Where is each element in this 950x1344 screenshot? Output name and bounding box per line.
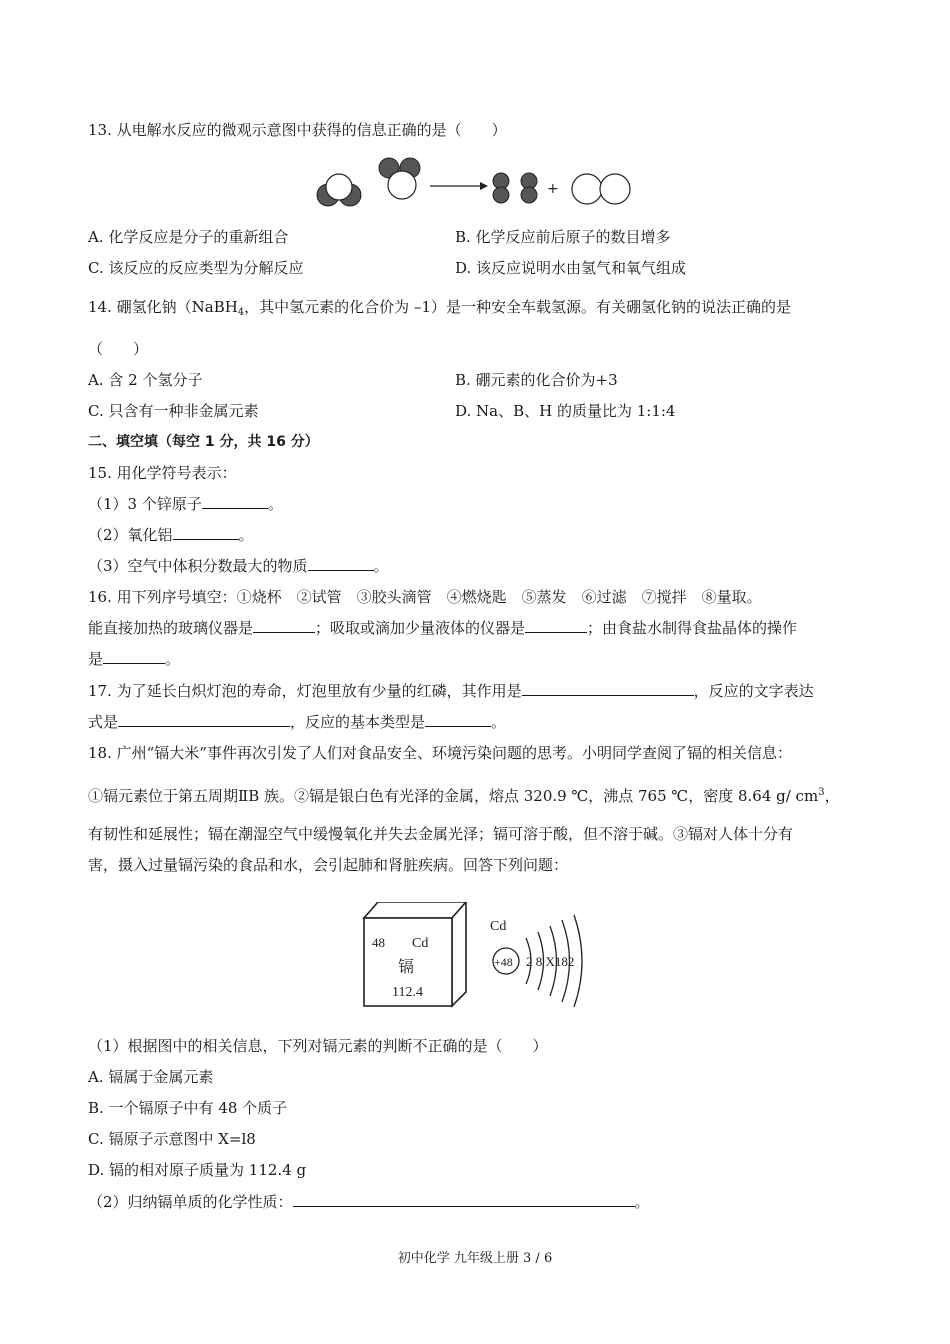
q18-sub-2-label: （2）归纳镉单质的化学性质： bbox=[88, 1193, 293, 1211]
element-card bbox=[360, 902, 470, 1010]
q14-stem bbox=[88, 297, 791, 323]
q16-text-a: 能直接加热的玻璃仪器是 bbox=[88, 619, 254, 637]
oxygen-molecule bbox=[572, 174, 630, 204]
q13-option-a[interactable]: A. 化学反应是分子的重新组合 bbox=[88, 228, 289, 246]
q17-line-1 bbox=[88, 681, 814, 701]
q18-option-a[interactable]: A. 镉属于金属元素 bbox=[88, 1068, 214, 1086]
electrolysis-diagram bbox=[310, 155, 640, 210]
q16-text-c: ；由食盐水制得食盐晶体的操作 bbox=[587, 619, 798, 637]
q13-option-d[interactable]: D. 该反应说明水由氢气和氧气组成 bbox=[455, 259, 687, 277]
q18-sub-1: （1）根据图中的相关信息，下列对镉元素的判断不正确的是（ ） bbox=[88, 1037, 548, 1055]
q18-option-b[interactable]: B. 一个镉原子中有 48 个质子 bbox=[88, 1099, 288, 1117]
q14-paren: （ ） bbox=[88, 340, 149, 358]
q14-stem-sub: 4 bbox=[237, 307, 245, 318]
page-footer: 初中化学 九年级上册 3 / 6 bbox=[397, 1251, 553, 1266]
q18-info-2: 有韧性和延展性；镉在潮湿空气中缓慢氧化并失去金属光泽；镉可溶于酸，但不溶于碱。③镉对人体十分有 bbox=[88, 825, 794, 843]
q18-stem: 18. 广州“镉大米”事件再次引发了人们对食品安全、环境污染问题的思考。小明同学查阅了镉的相关信息： bbox=[88, 744, 792, 762]
section-2-heading: 二、填空填（每空 1 分，共 16 分） bbox=[88, 434, 319, 450]
q18-option-c[interactable]: C. 镉原子示意图中 X=l8 bbox=[88, 1130, 256, 1148]
plus-sign: + bbox=[547, 181, 559, 197]
q15-stem: 15. 用化学符号表示： bbox=[88, 464, 237, 482]
water-molecule-2 bbox=[379, 158, 420, 199]
q15-item-2-end: 。 bbox=[238, 526, 254, 544]
q14-option-b[interactable]: B. 硼元素的化合价为+3 bbox=[455, 371, 618, 389]
q17-end: 。 bbox=[491, 713, 507, 731]
nucleus-charge: +48 bbox=[494, 955, 513, 969]
q14-stem-post: ，其中氢元素的化合价为 –1）是一种安全车载氢源。有关硼氢化钠的说法正确的是 bbox=[244, 298, 791, 316]
q15-item-3 bbox=[88, 556, 389, 576]
q17-text-d: ，反应的基本类型是 bbox=[290, 713, 426, 731]
q16-stem: 16. 用下列序号填空：①烧杯 ②试管 ③胶头滴管 ④燃烧匙 ⑤蒸发 ⑥过滤 ⑦搅拌 ⑧量取。 bbox=[88, 588, 762, 606]
q16-end: 。 bbox=[165, 650, 181, 668]
q16-text-b: ；吸取或滴加少量液体的仪器是 bbox=[315, 619, 526, 637]
q18-info-1-end: ， bbox=[824, 787, 840, 805]
q18-sub-2-end: 。 bbox=[634, 1193, 650, 1211]
q13-option-c[interactable]: C. 该反应的反应类型为分解反应 bbox=[88, 259, 304, 277]
water-molecule-1 bbox=[317, 174, 361, 206]
q18-sub-2 bbox=[88, 1192, 650, 1212]
q18-option-d[interactable]: D. 镉的相对原子质量为 112.4 g bbox=[88, 1161, 307, 1179]
q17-text-c: 式是 bbox=[88, 713, 119, 731]
q16-text-d: 是 bbox=[88, 650, 104, 668]
q16-blank-3[interactable] bbox=[103, 649, 165, 664]
q15-item-3-label: （3）空气中体积分数最大的物质 bbox=[88, 557, 308, 575]
q14-option-a[interactable]: A. 含 2 个氢分子 bbox=[88, 371, 203, 389]
q17-blank-1[interactable] bbox=[522, 681, 694, 696]
q14-option-c[interactable]: C. 只含有一种非金属元素 bbox=[88, 402, 259, 420]
q17-line-2 bbox=[88, 712, 506, 732]
q17-text-b: ，反应的文字表达 bbox=[693, 682, 814, 700]
q13-option-b[interactable]: B. 化学反应前后原子的数目增多 bbox=[455, 228, 671, 246]
hydrogen-molecules bbox=[493, 173, 537, 203]
q15-blank-1[interactable] bbox=[202, 494, 268, 509]
card-element-name: 镉 bbox=[398, 957, 415, 976]
q18-blank-1[interactable] bbox=[293, 1192, 635, 1207]
q16-line-3 bbox=[88, 649, 180, 669]
reaction-arrow bbox=[430, 182, 488, 190]
atom-structure-diagram bbox=[486, 910, 596, 1010]
q17-blank-3[interactable] bbox=[425, 712, 491, 727]
card-atomic-number: 48 bbox=[372, 935, 385, 950]
q15-item-1-end: 。 bbox=[267, 495, 283, 513]
q15-blank-2[interactable] bbox=[173, 525, 239, 540]
card-symbol: Cd bbox=[412, 936, 429, 951]
q13-stem: 13. 从电解水反应的微观示意图中获得的信息正确的是（ ） bbox=[88, 121, 507, 139]
q15-item-1-label: （1）3 个锌原子 bbox=[88, 495, 202, 513]
atom-label: Cd bbox=[490, 919, 507, 934]
q18-info-3: 害，摄入过量镉污染的食品和水，会引起肺和肾脏疾病。回答下列问题： bbox=[88, 856, 569, 874]
q18-info-1-text: ①镉元素位于第五周期ⅡB 族。②镉是银白色有光泽的金属，熔点 320.9 ℃，沸点 765 ℃，密度 8.64 g/ cm bbox=[88, 787, 819, 805]
q15-blank-3[interactable] bbox=[308, 556, 374, 571]
q17-blank-2[interactable] bbox=[118, 712, 290, 727]
q15-item-2 bbox=[88, 525, 254, 545]
card-atomic-mass: 112.4 bbox=[392, 985, 423, 1000]
q17-text-a: 17. 为了延长白炽灯泡的寿命，灯泡里放有少量的红磷，其作用是 bbox=[88, 682, 522, 700]
q15-item-1 bbox=[88, 494, 283, 514]
q15-item-3-end: 。 bbox=[373, 557, 389, 575]
q15-item-2-label: （2）氧化铝 bbox=[88, 526, 173, 544]
q16-blank-1[interactable] bbox=[253, 618, 315, 633]
q14-stem-pre: 14. 硼氢化钠（NaBH bbox=[88, 298, 238, 316]
q18-info-1-sup: 3 bbox=[818, 787, 825, 798]
q16-blank-2[interactable] bbox=[525, 618, 587, 633]
q14-option-d[interactable]: D. Na、B、H 的质量比为 1:1:4 bbox=[455, 402, 676, 420]
q16-line-2 bbox=[88, 618, 797, 638]
shell-electrons: 2 8 X182 bbox=[526, 954, 575, 969]
q18-info-1 bbox=[88, 783, 840, 806]
